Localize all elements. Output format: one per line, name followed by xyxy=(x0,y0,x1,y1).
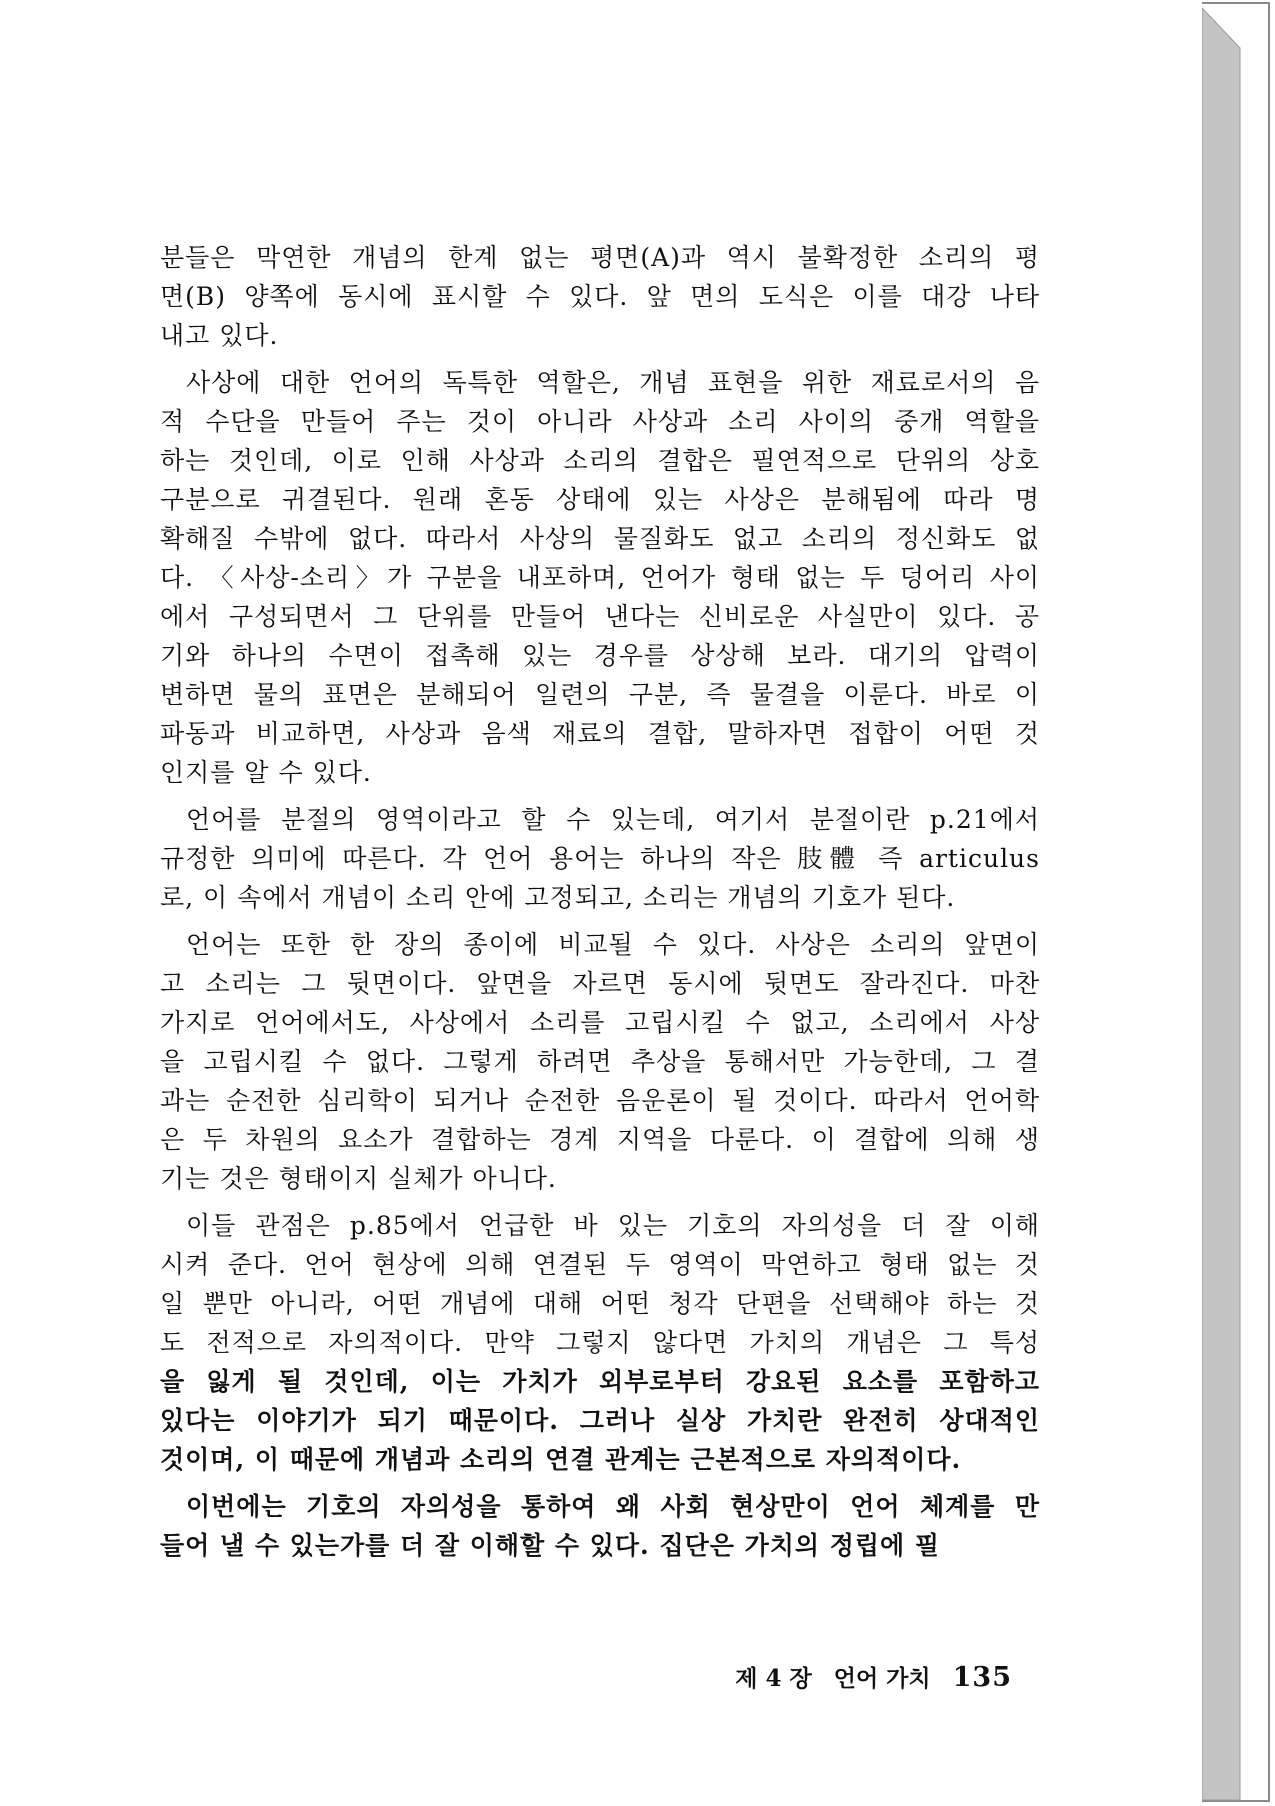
paragraph xyxy=(160,238,1040,355)
text-line: 있다는 이야기가 되기 때문이다. 그러나 실상 가치란 완전히 상대적인 xyxy=(160,1406,1040,1435)
text-line: 변하면 물의 표면은 분해되어 일련의 구분, 즉 물결을 이룬다. 바로 이 xyxy=(160,680,1040,709)
text-line: 들어 낼 수 있는가를 더 잘 이해할 수 있다. 집단은 가치의 정립에 필 xyxy=(160,1531,941,1560)
text-line: 규정한 의미에 따른다. 각 언어 용어는 하나의 작은 肢體 즉 articulus xyxy=(160,844,1040,873)
running-footer xyxy=(600,1660,1012,1693)
text-line: 언어는 또한 한 장의 종이에 비교될 수 있다. 사상은 소리의 앞면이 xyxy=(186,930,1040,959)
text-line: 고 소리는 그 뒷면이다. 앞면을 자르면 동시에 뒷면도 잘라진다. 마찬 xyxy=(160,969,1040,998)
paragraph xyxy=(160,800,1040,917)
text-line: 하는 것인데, 이로 인해 사상과 소리의 결합은 필연적으로 단위의 상호 xyxy=(160,446,1040,475)
text-line: 가지로 언어에서도, 사상에서 소리를 고립시킬 수 없고, 소리에서 사상 xyxy=(160,1008,1040,1037)
text-line: 면(B) 양쪽에 동시에 표시할 수 있다. 앞 면의 도식은 이를 대강 나타 xyxy=(160,282,1040,311)
chapter-title: 언어 가치 xyxy=(833,1665,931,1692)
text-line: 적 수단을 만들어 주는 것이 아니라 사상과 소리 사이의 중개 역할을 xyxy=(160,407,1040,436)
text-line: 에서 구성되면서 그 단위를 만들어 낸다는 신비로운 사실만이 있다. 공 xyxy=(160,602,1040,631)
text-line: 분들은 막연한 개념의 한계 없는 평면(A)과 역시 불확정한 소리의 평 xyxy=(160,243,1040,272)
text-line: 을 잃게 될 것인데, 이는 가치가 외부로부터 강요된 요소를 포함하고 xyxy=(160,1367,1040,1396)
text-line: 파동과 비교하면, 사상과 음색 재료의 결합, 말하자면 접합이 어떤 것 xyxy=(160,719,1040,748)
text-line: 이번에는 기호의 자의성을 통하여 왜 사회 현상만이 언어 체계를 만 xyxy=(186,1492,1040,1521)
paragraph xyxy=(160,925,1040,1198)
chapter-label: 제 4 장 xyxy=(735,1665,812,1692)
text-line: 언어를 분절의 영역이라고 할 수 있는데, 여기서 분절이란 p.21에서 xyxy=(186,805,1040,834)
page-number: 135 xyxy=(952,1662,1012,1693)
text-line: 다. 〈사상-소리〉가 구분을 내포하며, 언어가 형태 없는 두 덩어리 사이 xyxy=(160,563,1040,592)
text-line: 도 전적으로 자의적이다. 만약 그렇지 않다면 가치의 개념은 그 특성 xyxy=(160,1328,1040,1357)
paragraph xyxy=(160,1206,1040,1479)
text-line: 로, 이 속에서 개념이 소리 안에 고정되고, 소리는 개념의 기호가 된다. xyxy=(160,883,956,912)
text-line: 기와 하나의 수면이 접촉해 있는 경우를 상상해 보라. 대기의 압력이 xyxy=(160,641,1040,670)
text-line: 과는 순전한 심리학이 되거나 순전한 음운론이 될 것이다. 따라서 언어학 xyxy=(160,1086,1040,1115)
text-line: 은 두 차원의 요소가 결합하는 경계 지역을 다룬다. 이 결합에 의해 생 xyxy=(160,1125,1040,1154)
text-line: 이들 관점은 p.85에서 언급한 바 있는 기호의 자의성을 더 잘 이해 xyxy=(186,1211,1040,1240)
text-line: 을 고립시킬 수 없다. 그렇게 하려면 추상을 통해서만 가능한데, 그 결 xyxy=(160,1047,1040,1076)
text-line: 기는 것은 형태이지 실체가 아니다. xyxy=(160,1164,557,1193)
text-line: 인지를 알 수 있다. xyxy=(160,758,372,787)
text-line: 사상에 대한 언어의 독특한 역할은, 개념 표현을 위한 재료로서의 음 xyxy=(186,368,1040,397)
text-line: 확해질 수밖에 없다. 따라서 사상의 물질화도 없고 소리의 정신화도 없 xyxy=(160,524,1040,553)
text-line: 것이며, 이 때문에 개념과 소리의 연결 관계는 근본적으로 자의적이다. xyxy=(160,1445,962,1474)
text-line: 일 뿐만 아니라, 어떤 개념에 대해 어떤 청각 단편을 선택해야 하는 것 xyxy=(160,1289,1040,1318)
body-text xyxy=(160,238,1040,1573)
text-line: 내고 있다. xyxy=(160,321,279,350)
paragraph xyxy=(160,363,1040,792)
text-line: 시켜 준다. 언어 현상에 의해 연결된 두 영역이 막연하고 형태 없는 것 xyxy=(160,1250,1040,1279)
paragraph xyxy=(160,1487,1040,1565)
text-line: 구분으로 귀결된다. 원래 혼동 상태에 있는 사상은 분해됨에 따라 명 xyxy=(160,485,1040,514)
